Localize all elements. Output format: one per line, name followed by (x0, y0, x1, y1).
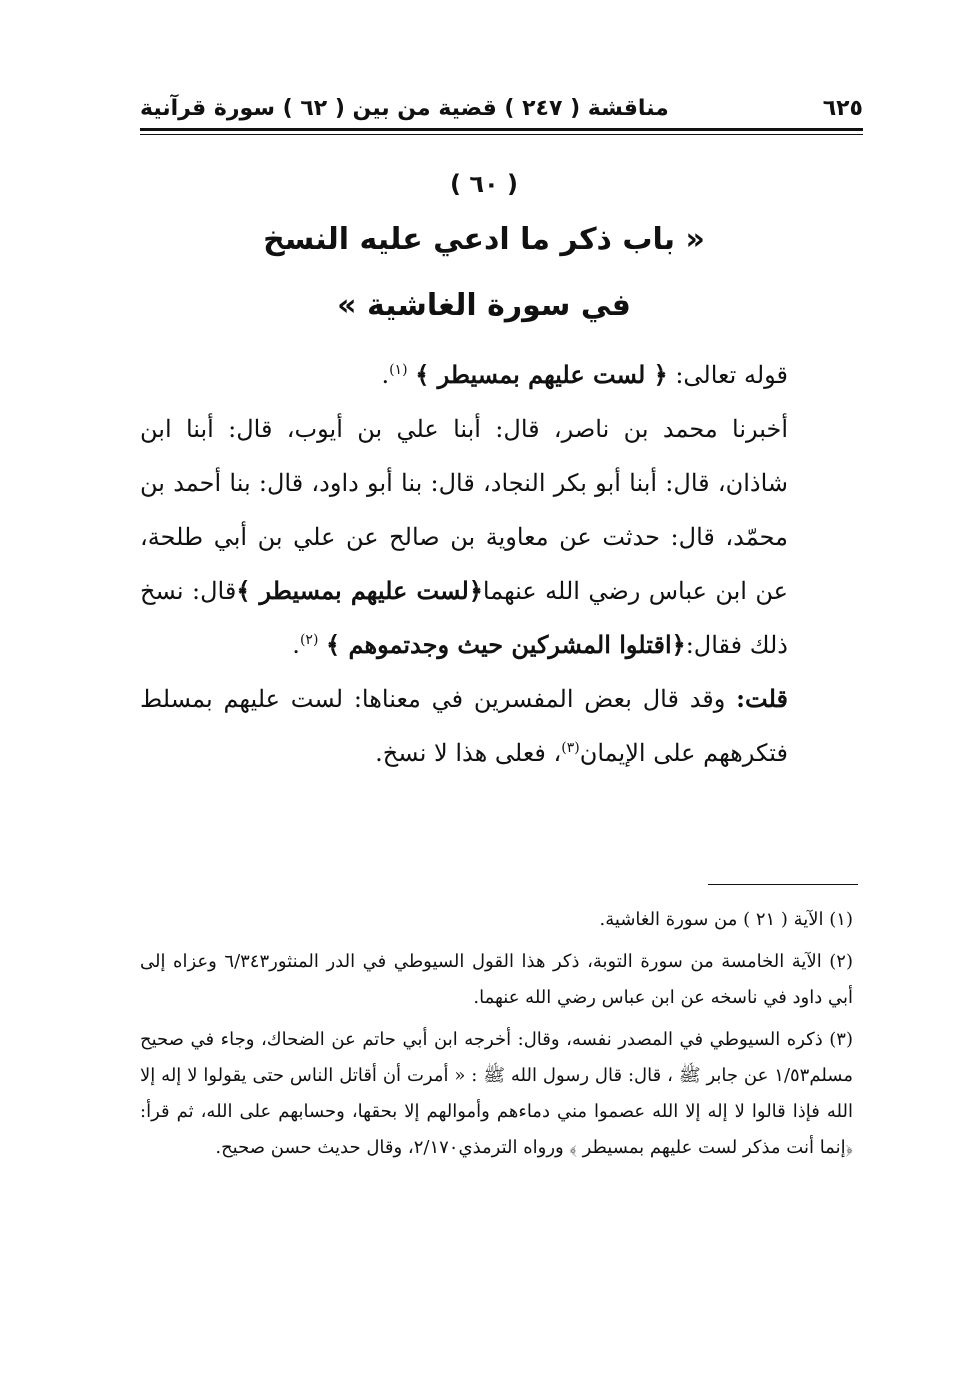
isnad-verse: ﴿لست عليهم بمسيطر ﴾ (236, 576, 483, 605)
main-text (140, 348, 828, 780)
isnad-end: . (292, 631, 300, 659)
header-rule-thick (140, 128, 863, 131)
commentary-paragraph (140, 672, 828, 780)
header-rule-thin (140, 134, 863, 135)
footnote-separator (708, 884, 858, 885)
verse-text: ﴿ لست عليهم بمسيطر ﴾ (415, 360, 668, 389)
page-number: ٦٢٥ (822, 95, 863, 121)
footnotes (140, 902, 853, 1172)
verse-paragraph (140, 348, 828, 402)
isnad-text-2: قال: نسخ ذلك فقال: (140, 577, 788, 659)
isnad-paragraph (140, 402, 828, 672)
qultu-label: قلت: (736, 684, 788, 713)
chapter-number: ( ٦٠ ) (450, 170, 518, 198)
isnad-verse-2: ﴿اقتلوا المشركين حيث وجدتموهم ﴾ (326, 630, 686, 659)
footnote-ref-2: (٢) (299, 632, 319, 648)
running-header (140, 88, 863, 128)
running-title: مناقشة ( ٢٤٧ ) قضية من بين ( ٦٢ ) سورة قرآنية (140, 95, 669, 121)
commentary-text: وقد قال بعض المفسرين في معناها: لست عليهم بمسلط فتكرههم على الإيمان (140, 685, 788, 767)
footnote-2: (٢) الآية الخامسة من سورة التوبة، ذكر هذا القول السيوطي في الدر المنثور٦/٣٤٣ وعزاه إلى أبي داود في ناسخه عن ابن عباس رضي الله عنهما. (140, 951, 853, 1008)
footnote-1: (١) الآية ( ٢١ ) من سورة الغاشية. (599, 909, 853, 930)
verse-intro: قوله تعالى: (675, 361, 788, 389)
chapter-title-line2: في سورة الغاشية » (337, 288, 631, 323)
footnote-ref-1: (١) (389, 362, 408, 378)
verse-end: . (381, 361, 390, 389)
commentary-text-2: ، فعلى هذا لا نسخ. (375, 739, 562, 767)
isnad-text: أخبرنا محمد بن ناصر، قال: أبنا علي بن أيوب، قال: أبنا ابن شاذان، قال: أبنا أبو بكر النجاد، قال: بنا أبو داود، قال: بنا أحمد بن محمّد، قال: حدثت عن معاوية بن صالح عن علي بن أبي طلحة، عن ابن عباس رضي الله عنهما (140, 415, 788, 605)
footnote-ref-3: (٣) (561, 740, 580, 756)
chapter-title-line1: « باب ذكر ما ادعي عليه النسخ (263, 222, 705, 257)
footnote-3: (٣) ذكره السيوطي في المصدر نفسه، وقال: أخرجه ابن أبي حاتم عن الضحاك، وجاء في صحيح مسلم١/٥٣ عن جابر ﷺ ، قال: قال رسول الله ﷺ : « أمرت أن أقاتل الناس حتى يقولوا لا إله إلا الله فإذا قالوا لا إله إلا الله عصموا مني دماءهم وأموالهم إلا بحقها، وحسابهم على الله، ثم قرأ: ﴿إنما أنت مذكر لست عليهم بمسيطر ﴾ ورواه الترمذي٢/١٧٠، وقال حديث حسن صحيح. (140, 1029, 853, 1158)
